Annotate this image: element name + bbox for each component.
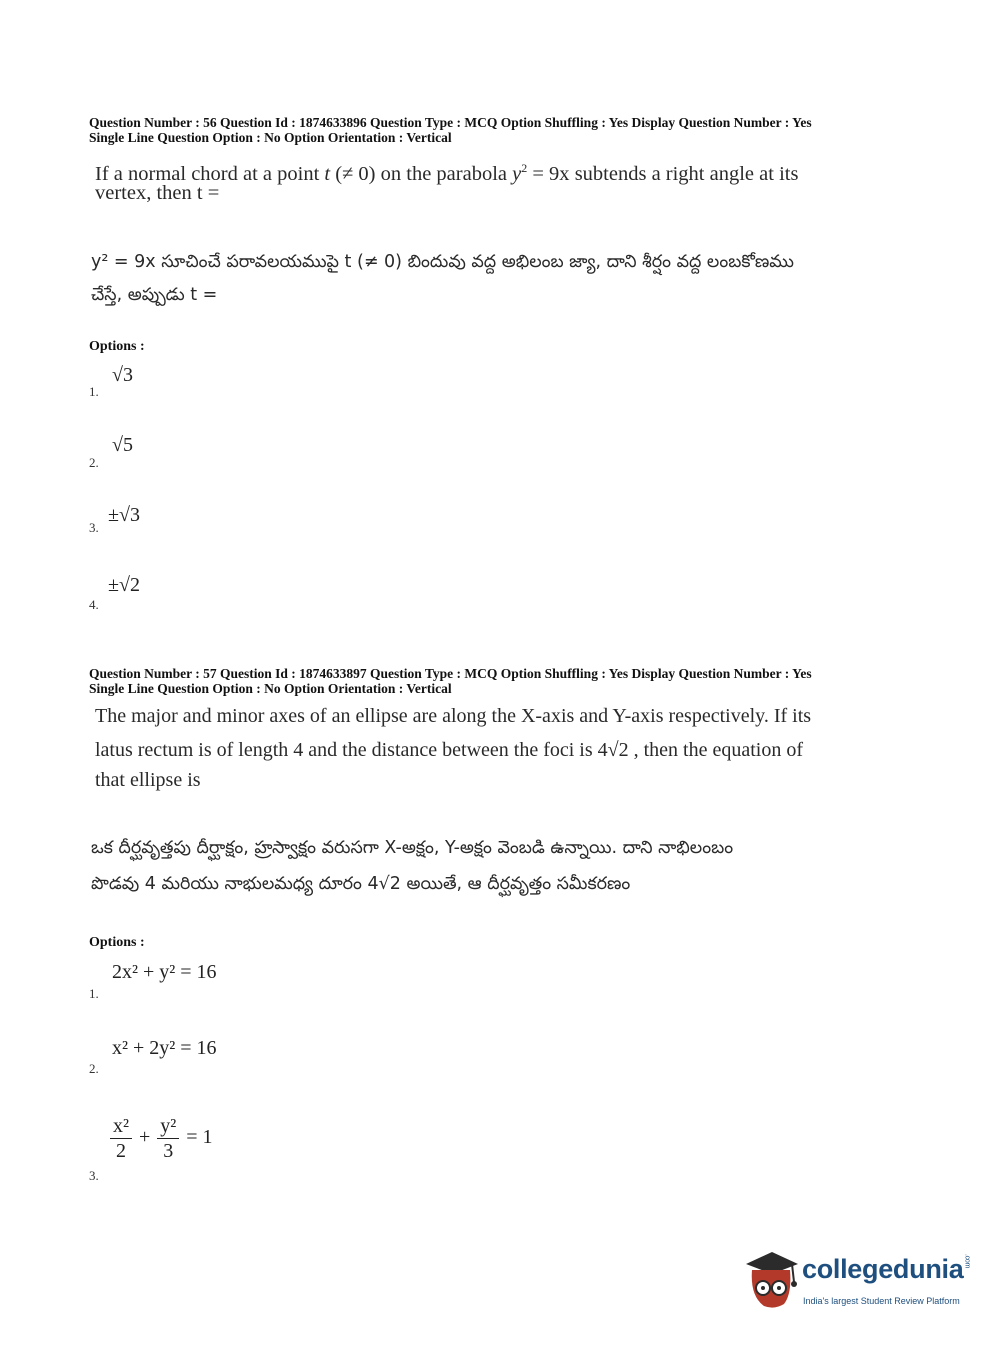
q57-meta-line2: Single Line Question Option : No Option Orientation : Vertical <box>89 681 452 696</box>
q57-english-line3: that ellipse is <box>95 769 201 791</box>
q56-telugu-eq: y² = 9x <box>91 252 156 272</box>
q57-option-value <box>108 1114 213 1163</box>
q56-text-cond: (≠ 0) on the parabola <box>330 162 513 185</box>
q57-option-number: 2. <box>89 1061 99 1076</box>
collegedunia-logo <box>742 1248 972 1316</box>
q57-fraction-a-denominator: 2 <box>116 1140 126 1162</box>
q56-var-t: t <box>324 162 331 185</box>
q57-telugu-line2: పొడవు 4 మరియు నాభులమధ్య దూరం 4√2 అయితే, ఆ దీర్ఘవృత్తం సమీకరణం <box>91 874 631 894</box>
mascot-icon <box>742 1248 800 1316</box>
logo-wordmark <box>802 1254 970 1285</box>
q56-english-line2: vertex, then t = <box>95 182 220 204</box>
q57-fraction-b-numerator: y² <box>157 1114 179 1139</box>
q57-options-label: Options : <box>89 935 145 950</box>
q56-telugu-line2: చేస్తే, అప్పుడు t = <box>91 285 218 305</box>
q56-meta-line1: Question Number : 56 Question Id : 1874633896 Question Type : MCQ Option Shuffling : Yes Display Question Number : Yes <box>89 115 812 130</box>
q56-option-number: 2. <box>89 455 99 470</box>
q57-fraction-a <box>110 1114 132 1163</box>
q56-telugu-line1 <box>91 246 794 279</box>
q56-option-number: 3. <box>89 520 99 535</box>
q57-fraction-a-numerator: x² <box>110 1114 132 1139</box>
q57-option-value: 2x² + y² = 16 <box>112 961 217 983</box>
q56-telugu-rest: సూచించే పరావలయముపై t (≠ 0) బిందువు వద్ద అభిలంబ జ్యా, దాని శీర్షం వద్ద లంబకోణము <box>155 252 794 272</box>
q57-fraction-b-denominator: 3 <box>163 1140 174 1162</box>
q56-option-value: √3 <box>112 364 133 386</box>
q56-option-number: 1. <box>89 384 99 399</box>
q57-option-number: 1. <box>89 986 99 1001</box>
q56-option-number: 4. <box>89 597 99 612</box>
q56-eq-y: y <box>512 162 522 185</box>
q57-equals-one: = 1 <box>186 1126 213 1149</box>
q56-option-value: ±√3 <box>108 504 140 526</box>
q57-plus-sign: + <box>139 1126 151 1149</box>
q56-eq-sup: 2 <box>521 161 528 175</box>
logo-tagline: India's largest Student Review Platform <box>803 1296 960 1306</box>
q57-telugu-line1: ఒక దీర్ఘవృత్తపు దీర్ఘాక్షం, హ్రస్వాక్షం వరుసగా X-అక్షం, Y-అక్షం వెంబడి ఉన్నాయి. దాని నాభిలంబం <box>91 838 734 858</box>
q57-english-line1: The major and minor axes of an ellipse are along the X-axis and Y-axis respectively. If its <box>95 705 812 727</box>
q56-meta-line2: Single Line Question Option : No Option Orientation : Vertical <box>89 130 452 145</box>
q56-option-value: √5 <box>112 434 133 456</box>
logo-suffix: .com <box>963 1254 971 1268</box>
q57-english-line2: latus rectum is of length 4 and the distance between the foci is 4√2 , then the equation of <box>95 739 803 761</box>
q56-text-pre: If a normal chord at a point <box>95 162 325 185</box>
q56-eq-rest: = 9x <box>527 162 570 185</box>
q56-options-label: Options : <box>89 339 145 354</box>
logo-name-text: collegedunia <box>802 1254 964 1284</box>
q56-option-value: ±√2 <box>108 574 140 596</box>
q57-meta-line1: Question Number : 57 Question Id : 1874633897 Question Type : MCQ Option Shuffling : Yes Display Question Number : Yes <box>89 666 812 681</box>
q56-text-post: subtends a right angle at its <box>569 162 799 185</box>
q57-option-number: 3. <box>89 1168 99 1183</box>
q57-option-value: x² + 2y² = 16 <box>112 1037 217 1059</box>
q57-fraction-b <box>157 1114 179 1163</box>
